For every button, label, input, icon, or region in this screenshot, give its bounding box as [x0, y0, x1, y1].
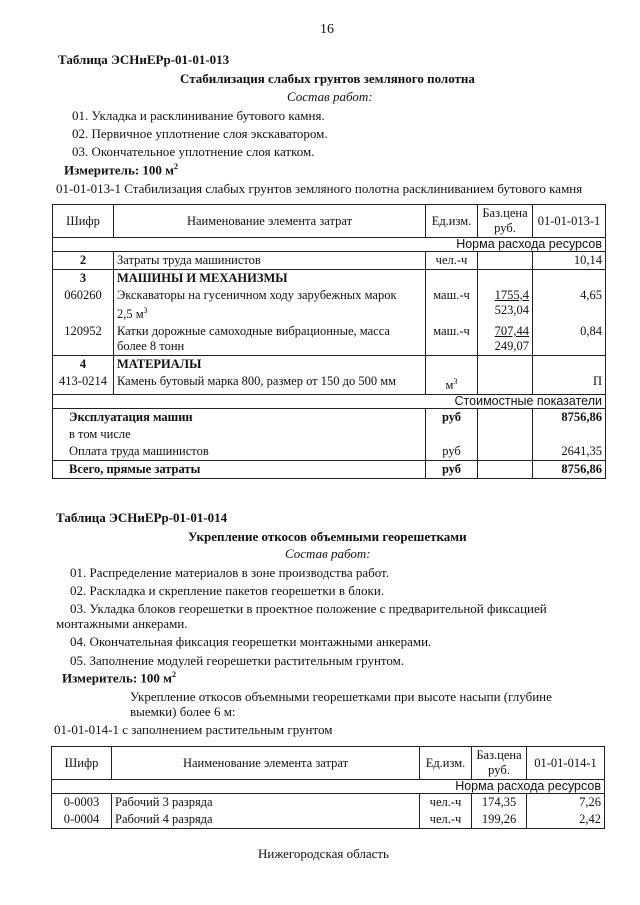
cost-row-name: Оплата труда машинистов: [53, 443, 426, 461]
row-code: 413-0214: [53, 373, 114, 395]
table1-work-item: 02. Первичное уплотнение слоя экскаватором.: [72, 126, 328, 141]
row-code: 0-0004: [52, 811, 112, 829]
page-footer: Нижегородская область: [258, 846, 389, 861]
row-value: 2,42: [527, 811, 605, 829]
cost-row-value: 8756,86: [533, 409, 606, 427]
cost-row-unit: руб: [426, 461, 478, 479]
col-header-price: Баз.цена руб.: [472, 747, 527, 780]
row-value: П: [533, 373, 606, 395]
row-name: Рабочий 4 разряда: [112, 811, 420, 829]
row-name: Затраты труда машинистов: [114, 252, 426, 270]
col-header-price: Баз.цена руб.: [478, 205, 533, 238]
cost-row-value: 2641,35: [533, 443, 606, 461]
table2-work-item: 05. Заполнение модулей георешетки растительным грунтом.: [70, 653, 405, 668]
table2-work-item: 02. Раскладка и скрепление пакетов георешетки в блоки.: [70, 583, 385, 598]
table2-grid: [51, 746, 605, 829]
row-name: Рабочий 3 разряда: [112, 794, 420, 812]
cost-row-value: 8756,86: [533, 461, 606, 479]
table1-work-item: 01. Укладка и расклинивание бутового камня.: [72, 108, 325, 123]
norm-label: Норма расхода ресурсов: [52, 780, 605, 794]
row-unit: $м^3$: [426, 373, 478, 395]
row-code: 060260: [53, 287, 114, 323]
row-value: 4,65: [533, 287, 606, 323]
row-price: [478, 252, 533, 270]
table2-work-item: монтажными анкерами.: [56, 616, 188, 631]
row-code: 120952: [53, 323, 114, 356]
table2-work-item: 01. Распределение материалов в зоне производства работ.: [70, 565, 390, 580]
cost-row-name: Эксплуатация машин: [53, 409, 426, 427]
page-number: 16: [320, 22, 334, 37]
col-header-code: Шифр: [52, 747, 112, 780]
table2-heading: Укрепление откосов объемными георешетками: [188, 529, 467, 544]
row-unit: чел.-ч: [426, 252, 478, 270]
row-name: Камень бутовый марка 800, размер от 150 до 500 мм: [114, 373, 426, 395]
cost-row-unit: руб: [426, 443, 478, 461]
section-code: 4: [53, 356, 114, 374]
cost-row-subtitle: в том числе: [53, 426, 426, 443]
table2-work-item: 03. Укладка блоков георешетки в проектное положение с предварительной фиксацией: [70, 601, 547, 616]
row-value: 10,14: [533, 252, 606, 270]
row-name: Катки дорожные самоходные вибрационные, масса более 8 тонн: [114, 323, 426, 356]
table1-work-item: 03. Окончательное уплотнение слоя катком.: [72, 144, 315, 159]
table1-title: Таблица ЭСНиЕРр-01-01-013: [58, 52, 230, 67]
col-header-name: Наименование элемента затрат: [114, 205, 426, 238]
table2-work-item: 04. Окончательная фиксация георешетки монтажными анкерами.: [70, 634, 432, 649]
row-price: 174,35: [472, 794, 527, 812]
cost-label: Стоимостные показатели: [53, 395, 606, 409]
row-unit: чел.-ч: [420, 811, 472, 829]
table1-grid: [52, 204, 606, 479]
table2-desc: выемки) более 6 м:: [130, 704, 236, 719]
table2-code-line: 01-01-014-1 с заполнением растительным грунтом: [54, 722, 333, 737]
row-price: 707,44 249,07: [478, 323, 533, 356]
row-value: 0,84: [533, 323, 606, 356]
row-name: Экскаваторы на гусеничном ходу зарубежных марок 2,5 $м^3$: [114, 287, 426, 323]
row-price: 199,26: [472, 811, 527, 829]
col-header-norm: 01-01-013-1: [533, 205, 606, 238]
table1-code-line: 01-01-013-1 Стабилизация слабых грунтов земляного полотна расклиниванием бутового камня: [56, 181, 583, 196]
cost-row-name: Всего, прямые затраты: [53, 461, 426, 479]
col-header-name: Наименование элемента затрат: [112, 747, 420, 780]
row-price: 1755,4 523,04: [478, 287, 533, 323]
col-header-norm: 01-01-014-1: [527, 747, 605, 780]
col-header-code: Шифр: [53, 205, 114, 238]
col-header-unit: Ед.изм.: [420, 747, 472, 780]
row-code: 0-0003: [52, 794, 112, 812]
section-name: МАШИНЫ И МЕХАНИЗМЫ: [114, 270, 426, 288]
row-value: 7,26: [527, 794, 605, 812]
table1-meter: Измеритель: 100 $м^2$: [64, 162, 179, 178]
section-code: 3: [53, 270, 114, 288]
table1-heading: Стабилизация слабых грунтов земляного полотна: [180, 71, 475, 86]
cost-row-unit: руб: [426, 409, 478, 427]
row-unit: маш.-ч: [426, 287, 478, 323]
norm-label: Норма расхода ресурсов: [53, 238, 606, 252]
row-unit: чел.-ч: [420, 794, 472, 812]
row-code: 2: [53, 252, 114, 270]
table2-desc: Укрепление откосов объемными георешетками при высоте насыпи (глубине: [130, 689, 552, 704]
table2-works-title: Состав работ:: [285, 546, 371, 561]
section-name: МАТЕРИАЛЫ: [114, 356, 426, 374]
table1-works-title: Состав работ:: [287, 89, 373, 104]
row-unit: маш.-ч: [426, 323, 478, 356]
table2-title: Таблица ЭСНиЕРр-01-01-014: [56, 510, 228, 525]
table2-meter: Измеритель: 100 $м^2$: [62, 670, 177, 686]
col-header-unit: Ед.изм.: [426, 205, 478, 238]
